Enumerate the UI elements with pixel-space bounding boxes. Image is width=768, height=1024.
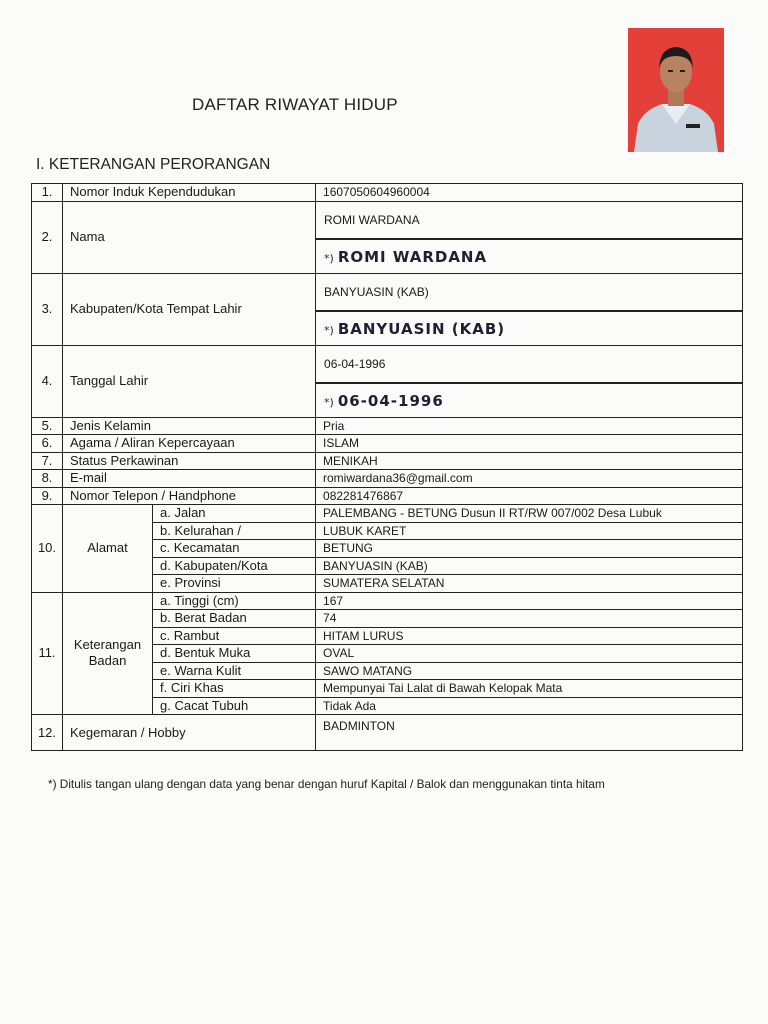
sub-value: SUMATERA SELATAN — [316, 575, 743, 593]
table-row — [32, 470, 743, 488]
row-number: 8. — [32, 470, 63, 488]
sub-label: g. Cacat Tubuh — [153, 697, 316, 715]
row-number: 1. — [32, 184, 63, 202]
handwritten-value: *) ROMI WARDANA — [324, 247, 488, 266]
row-number: 9. — [32, 487, 63, 505]
table-row — [32, 273, 743, 345]
table-row — [32, 345, 743, 417]
document-title: DAFTAR RIWAYAT HIDUP — [192, 95, 398, 114]
profile-photo — [628, 28, 724, 152]
field-value: romiwardana36@gmail.com — [316, 470, 743, 488]
sub-value: OVAL — [316, 645, 743, 663]
sub-label: a. Jalan — [153, 505, 316, 523]
sub-value: HITAM LURUS — [316, 627, 743, 645]
field-label: Keterangan Badan — [63, 592, 153, 715]
sub-value: Tidak Ada — [316, 697, 743, 715]
field-label: Jenis Kelamin — [63, 417, 316, 435]
row-number: 11. — [32, 592, 63, 715]
row-number: 6. — [32, 435, 63, 453]
field-value: MENIKAH — [316, 452, 743, 470]
personal-data-table — [31, 183, 743, 751]
table-row — [32, 184, 743, 202]
field-label: Nomor Telepon / Handphone — [63, 487, 316, 505]
field-label: Alamat — [63, 505, 153, 593]
table-row — [32, 715, 743, 751]
table-row — [32, 452, 743, 470]
section-heading: I. KETERANGAN PERORANGAN — [36, 156, 271, 173]
field-value: BADMINTON — [316, 715, 743, 751]
field-label: Status Perkawinan — [63, 452, 316, 470]
handwritten-value: *) BANYUASIN (KAB) — [324, 319, 506, 338]
printed-value: BANYUASIN (KAB) — [316, 274, 742, 312]
table-row — [32, 592, 743, 610]
row-number: 4. — [32, 345, 63, 417]
sub-value: BANYUASIN (KAB) — [316, 557, 743, 575]
row-number: 10. — [32, 505, 63, 593]
table-row — [32, 201, 743, 273]
field-value-block — [316, 273, 743, 345]
table-row — [32, 417, 743, 435]
row-number: 3. — [32, 273, 63, 345]
field-label: Tanggal Lahir — [63, 345, 316, 417]
sub-label: c. Rambut — [153, 627, 316, 645]
sub-value: PALEMBANG - BETUNG Dusun II RT/RW 007/002 Desa Lubuk — [316, 505, 743, 523]
field-value: Pria — [316, 417, 743, 435]
field-value-block — [316, 345, 743, 417]
sub-label: b. Kelurahan / — [153, 522, 316, 540]
handwritten-value: *) 06-04-1996 — [324, 391, 444, 410]
sub-value: Mempunyai Tai Lalat di Bawah Kelopak Mata — [316, 680, 743, 698]
sub-label: c. Kecamatan — [153, 540, 316, 558]
sub-label: b. Berat Badan — [153, 610, 316, 628]
sub-label: a. Tinggi (cm) — [153, 592, 316, 610]
printed-value: 06-04-1996 — [316, 346, 742, 384]
field-label: Nomor Induk Kependudukan — [63, 184, 316, 202]
footnote: *) Ditulis tangan ulang dengan data yang benar dengan huruf Kapital / Balok dan menggunakan tinta hitam — [48, 777, 605, 791]
sub-value: 167 — [316, 592, 743, 610]
printed-value: ROMI WARDANA — [316, 202, 742, 240]
sub-label: e. Warna Kulit — [153, 662, 316, 680]
field-label: Agama / Aliran Kepercayaan — [63, 435, 316, 453]
sub-value: LUBUK KARET — [316, 522, 743, 540]
field-value: 082281476867 — [316, 487, 743, 505]
field-label: E-mail — [63, 470, 316, 488]
field-label: Nama — [63, 201, 316, 273]
field-value: 1607050604960004 — [316, 184, 743, 202]
sub-value: BETUNG — [316, 540, 743, 558]
row-number: 2. — [32, 201, 63, 273]
sub-label: e. Provinsi — [153, 575, 316, 593]
table-row — [32, 505, 743, 523]
row-number: 12. — [32, 715, 63, 751]
field-value-block — [316, 201, 743, 273]
field-label: Kegemaran / Hobby — [63, 715, 316, 751]
sub-label: f. Ciri Khas — [153, 680, 316, 698]
sub-label: d. Kabupaten/Kota — [153, 557, 316, 575]
field-label: Kabupaten/Kota Tempat Lahir — [63, 273, 316, 345]
sub-value: SAWO MATANG — [316, 662, 743, 680]
row-number: 5. — [32, 417, 63, 435]
table-row — [32, 435, 743, 453]
table-row — [32, 487, 743, 505]
field-value: ISLAM — [316, 435, 743, 453]
row-number: 7. — [32, 452, 63, 470]
sub-label: d. Bentuk Muka — [153, 645, 316, 663]
sub-value: 74 — [316, 610, 743, 628]
